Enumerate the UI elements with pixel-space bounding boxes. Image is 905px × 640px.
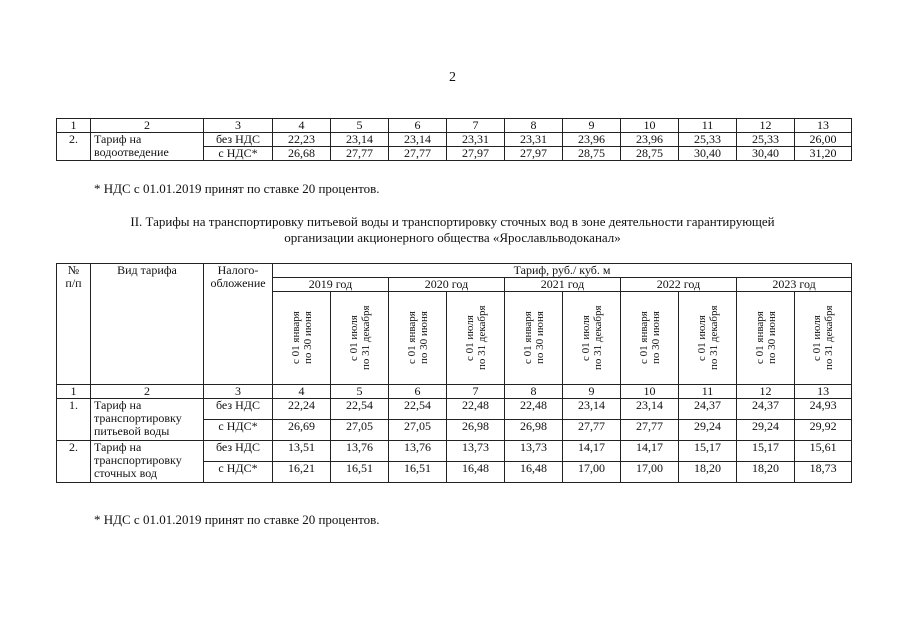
col-number: 4: [273, 385, 331, 399]
value-cell: 28,75: [621, 147, 679, 161]
period-header: [795, 292, 852, 385]
value-cell: 16,48: [505, 462, 563, 483]
value-cell: 23,31: [447, 133, 505, 147]
col-number: 10: [621, 385, 679, 399]
value-cell: 14,17: [563, 441, 621, 462]
value-cell: 28,75: [563, 147, 621, 161]
value-cell: 16,21: [273, 462, 331, 483]
page-number: 2: [449, 70, 456, 85]
row-index: 2.: [57, 441, 91, 483]
col-number: 9: [563, 119, 621, 133]
period-header: [331, 292, 389, 385]
tax-label: с НДС*: [204, 420, 273, 441]
period-header: [621, 292, 679, 385]
tax-label: с НДС*: [204, 147, 273, 161]
tariff-name-line: транспортировку: [94, 453, 182, 467]
period-label: с 01 июля по 31 декабря: [579, 305, 604, 371]
col-number: 4: [273, 119, 331, 133]
col-number: 12: [737, 119, 795, 133]
section-heading-line: организации акционерного общества «Ярославльводоканал»: [284, 230, 621, 245]
table-row: [57, 399, 852, 420]
value-cell: 13,76: [389, 441, 447, 462]
value-cell: 22,48: [505, 399, 563, 420]
value-cell: 22,48: [447, 399, 505, 420]
tax-label: без НДС: [204, 399, 273, 420]
period-label: с 01 июля по 31 декабря: [695, 305, 720, 371]
value-cell: 23,14: [563, 399, 621, 420]
value-cell: 25,33: [679, 133, 737, 147]
col-number: 1: [57, 119, 91, 133]
header-tariff-type: Вид тарифа: [91, 264, 204, 385]
col-number: 7: [447, 385, 505, 399]
value-cell: 22,24: [273, 399, 331, 420]
value-cell: 27,77: [331, 147, 389, 161]
value-cell: 27,97: [505, 147, 563, 161]
year-header: 2022 год: [621, 278, 737, 292]
value-cell: 30,40: [737, 147, 795, 161]
col-number: 8: [505, 385, 563, 399]
col-number: 8: [505, 119, 563, 133]
tariff-name-line: сточных вод: [94, 466, 157, 480]
value-cell: 27,97: [447, 147, 505, 161]
value-cell: 18,73: [795, 462, 852, 483]
tariff-name-line: Тариф на: [94, 398, 142, 412]
value-cell: 29,24: [737, 420, 795, 441]
value-cell: 29,92: [795, 420, 852, 441]
period-label: с 01 января по 30 июня: [753, 311, 778, 365]
year-header: 2019 год: [273, 278, 389, 292]
value-cell: 29,24: [679, 420, 737, 441]
table-row: [57, 441, 852, 462]
value-cell: 27,77: [621, 420, 679, 441]
col-number: 2: [91, 385, 204, 399]
vat-footnote: * НДС с 01.01.2019 принят по ставке 20 процентов.: [94, 512, 380, 527]
header-taxation: Налого- обложение: [204, 264, 273, 385]
tax-label: с НДС*: [204, 462, 273, 483]
col-number: 13: [795, 385, 852, 399]
col-number: 3: [204, 385, 273, 399]
period-label: с 01 июля по 31 декабря: [463, 305, 488, 371]
col-number: 6: [389, 385, 447, 399]
col-number: 11: [679, 119, 737, 133]
value-cell: 23,96: [621, 133, 679, 147]
col-number: 12: [737, 385, 795, 399]
period-header: [273, 292, 331, 385]
value-cell: 23,31: [505, 133, 563, 147]
tariff-name-line: Тариф на: [94, 132, 142, 146]
col-number: 13: [795, 119, 852, 133]
col-number: 5: [331, 385, 389, 399]
period-label: с 01 января по 30 июня: [521, 311, 546, 365]
value-cell: 27,05: [331, 420, 389, 441]
period-header: [505, 292, 563, 385]
value-cell: 18,20: [679, 462, 737, 483]
value-cell: 16,51: [389, 462, 447, 483]
value-cell: 26,68: [273, 147, 331, 161]
value-cell: 23,96: [563, 133, 621, 147]
value-cell: 23,14: [331, 133, 389, 147]
value-cell: 26,00: [795, 133, 852, 147]
value-cell: 23,14: [621, 399, 679, 420]
value-cell: 13,51: [273, 441, 331, 462]
value-cell: 13,73: [505, 441, 563, 462]
row-index: 2.: [57, 133, 91, 161]
table-row: [57, 133, 852, 147]
value-cell: 27,77: [389, 147, 447, 161]
value-cell: 24,37: [737, 399, 795, 420]
col-number: 6: [389, 119, 447, 133]
period-label: с 01 июля по 31 декабря: [811, 305, 836, 371]
value-cell: 17,00: [621, 462, 679, 483]
header-row: [57, 264, 852, 278]
value-cell: 24,93: [795, 399, 852, 420]
value-cell: 26,98: [447, 420, 505, 441]
period-header: [389, 292, 447, 385]
column-number-row: [57, 119, 852, 133]
value-cell: 14,17: [621, 441, 679, 462]
tax-label: без НДС: [204, 133, 273, 147]
section-heading-line: II. Тарифы на транспортировку питьевой воды и транспортировку сточных вод в зоне деятельности гарантирующей: [130, 214, 775, 229]
value-cell: 15,61: [795, 441, 852, 462]
period-header: [737, 292, 795, 385]
tax-label: без НДС: [204, 441, 273, 462]
header-tariff: Тариф, руб./ куб. м: [273, 264, 852, 278]
tariff-name-line: Тариф на: [94, 440, 142, 454]
value-cell: 13,73: [447, 441, 505, 462]
value-cell: 25,33: [737, 133, 795, 147]
value-cell: 22,23: [273, 133, 331, 147]
tariff-name: [91, 133, 204, 161]
period-label: с 01 июля по 31 декабря: [347, 305, 372, 371]
row-index: 1.: [57, 399, 91, 441]
tariff-name: [91, 399, 204, 441]
section-heading: [0, 214, 905, 246]
tariff-name-line: транспортировку: [94, 411, 182, 425]
col-number: 9: [563, 385, 621, 399]
value-cell: 16,51: [331, 462, 389, 483]
value-cell: 15,17: [679, 441, 737, 462]
value-cell: 26,98: [505, 420, 563, 441]
col-number: 2: [91, 119, 204, 133]
value-cell: 17,00: [563, 462, 621, 483]
tariff-name-line: водоотведение: [94, 145, 169, 159]
period-label: с 01 января по 30 июня: [289, 311, 314, 365]
value-cell: 13,76: [331, 441, 389, 462]
value-cell: 22,54: [389, 399, 447, 420]
year-header: 2023 год: [737, 278, 852, 292]
vat-footnote: * НДС с 01.01.2019 принят по ставке 20 процентов.: [94, 181, 380, 196]
tariff-table: [56, 263, 852, 483]
value-cell: 26,69: [273, 420, 331, 441]
year-header: 2021 год: [505, 278, 621, 292]
header-number: № п/п: [57, 264, 91, 385]
col-number: 11: [679, 385, 737, 399]
period-header: [563, 292, 621, 385]
value-cell: 16,48: [447, 462, 505, 483]
period-label: с 01 января по 30 июня: [405, 311, 430, 365]
value-cell: 22,54: [331, 399, 389, 420]
period-header: [447, 292, 505, 385]
col-number: 7: [447, 119, 505, 133]
col-number: 10: [621, 119, 679, 133]
tariff-name-line: питьевой воды: [94, 424, 170, 438]
column-number-row: [57, 385, 852, 399]
period-header: [679, 292, 737, 385]
value-cell: 24,37: [679, 399, 737, 420]
col-number: 1: [57, 385, 91, 399]
value-cell: 27,05: [389, 420, 447, 441]
year-header: 2020 год: [389, 278, 505, 292]
tariff-name: [91, 441, 204, 483]
value-cell: 18,20: [737, 462, 795, 483]
period-label: с 01 января по 30 июня: [637, 311, 662, 365]
value-cell: 30,40: [679, 147, 737, 161]
value-cell: 31,20: [795, 147, 852, 161]
continuation-table: [56, 118, 852, 161]
col-number: 3: [204, 119, 273, 133]
value-cell: 23,14: [389, 133, 447, 147]
col-number: 5: [331, 119, 389, 133]
value-cell: 27,77: [563, 420, 621, 441]
value-cell: 15,17: [737, 441, 795, 462]
